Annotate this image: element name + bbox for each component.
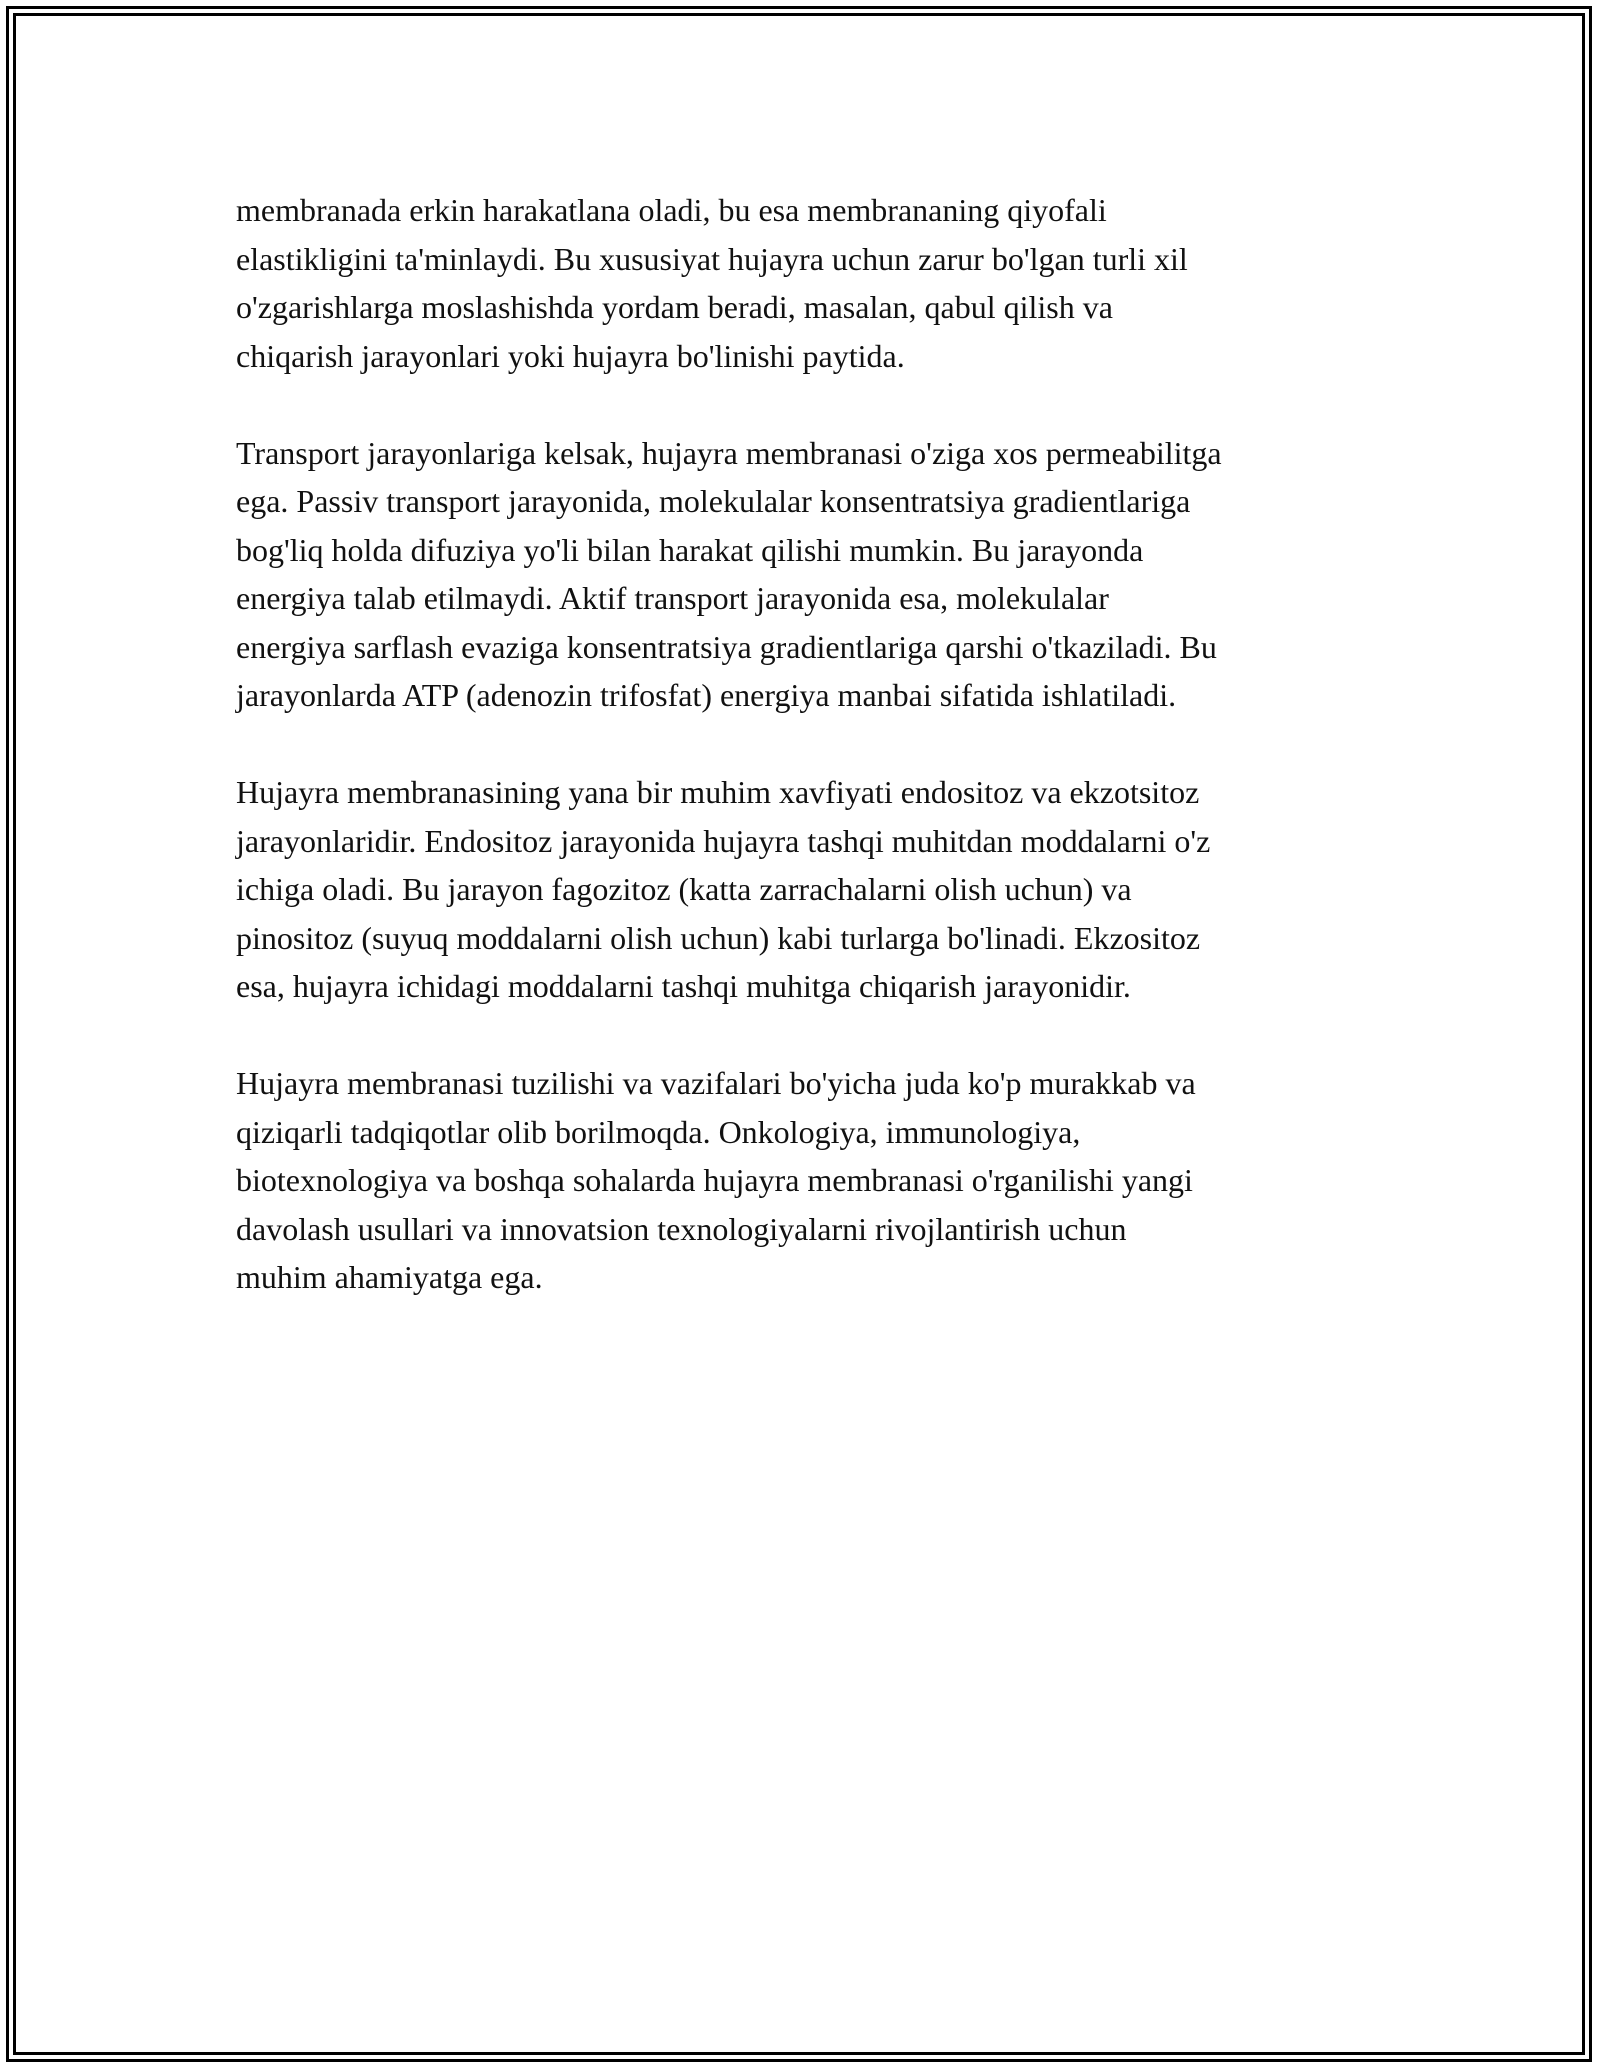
paragraph-1 [236,186,1386,380]
text-line: energiya sarflash evaziga konsentratsiya gradientlariga qarshi o'tkaziladi. Bu [236,628,1217,665]
paragraph-3 [236,768,1386,1011]
text-line: energiya talab etilmaydi. Aktif transport jarayonida esa, molekulalar [236,580,1109,616]
text-line: jarayonlaridir. Endositoz jarayonida hujayra tashqi muhitdan moddalarni o'z [236,822,1211,859]
text-line: ega. Passiv transport jarayonida, molekulalar konsentratsiya gradientlariga [236,483,1191,519]
text-line: jarayonlarda ATP (adenozin trifosfat) energiya manbai sifatida ishlatiladi. [236,677,1177,713]
text-line: Hujayra membranasining yana bir muhim xavfiyati endositoz va ekzotsitoz [236,774,1200,810]
text-line: membranada erkin harakatlana oladi, bu esa membrananing qiyofali [236,192,1107,228]
text-line: pinositoz (suyuq moddalarni olish uchun) kabi turlarga bo'linadi. Ekzositoz [236,919,1201,956]
text-line: muhim ahamiyatga ega. [236,1259,543,1295]
paragraph-4 [236,1059,1386,1302]
text-line: Hujayra membranasi tuzilishi va vazifalari bo'yicha juda ko'p murakkab va [236,1065,1196,1101]
text-line: qiziqarli tadqiqotlar olib borilmoqda. Onkologiya, immunologiya, [236,1113,1081,1150]
text-line: chiqarish jarayonlari yoki hujayra bo'linishi paytida. [236,337,905,374]
text-line: elastikligini ta'minlaydi. Bu xususiyat hujayra uchun zarur bo'lgan turli xil [236,240,1188,277]
paragraph-2 [236,429,1386,720]
text-line: esa, hujayra ichidagi moddalarni tashqi muhitga chiqarish jarayonidir. [236,968,1131,1004]
document-body [236,186,1386,1350]
text-line: biotexnologiya va boshqa sohalarda hujayra membranasi o'rganilishi yangi [236,1162,1193,1198]
text-line: Transport jarayonlariga kelsak, hujayra membranasi o'ziga xos permeabilitga [236,434,1222,471]
text-line: bog'liq holda difuziya yo'li bilan harakat qilishi mumkin. Bu jarayonda [236,531,1144,568]
text-line: ichiga oladi. Bu jarayon fagozitoz (katta zarrachalarni olish uchun) va [236,871,1132,907]
text-line: o'zgarishlarga moslashishda yordam beradi, masalan, qabul qilish va [236,289,1113,325]
text-line: davolash usullari va innovatsion texnologiyalarni rivojlantirish uchun [236,1210,1127,1247]
